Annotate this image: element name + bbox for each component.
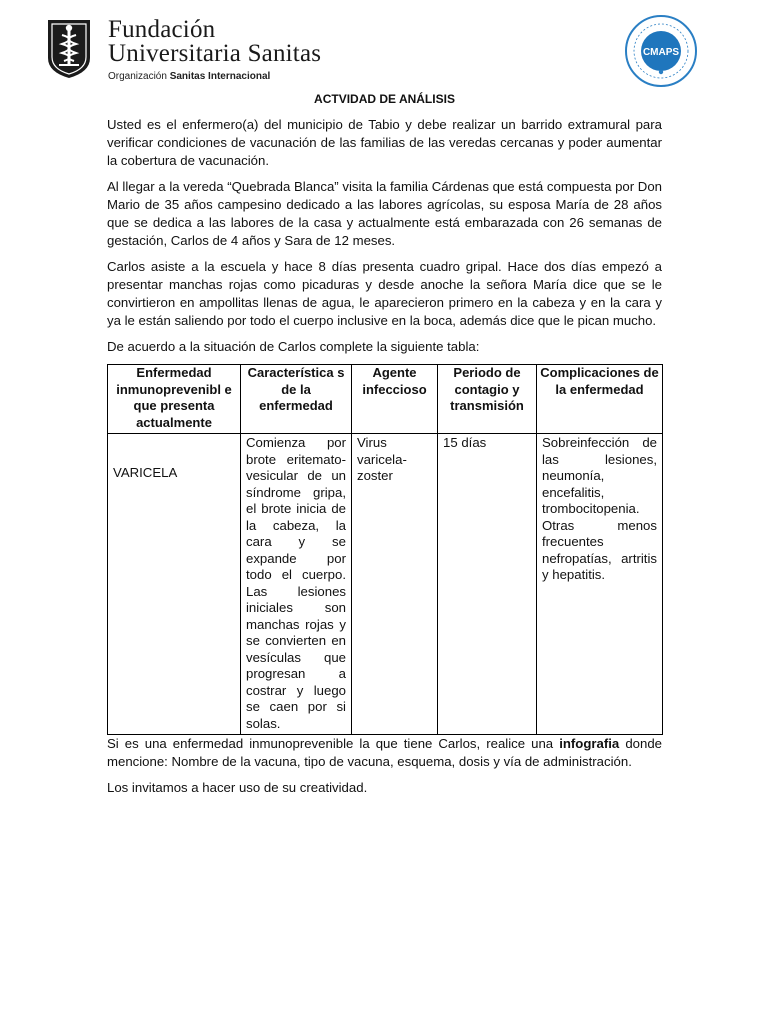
- document-body: [107, 92, 662, 805]
- task-text-end: donde mencione: Nombre de la vacuna, tipo de vacuna, esquema, dosis y vía de administración.: [107, 736, 662, 769]
- cmaps-seal-icon: [624, 14, 698, 88]
- org-name-line1: Fundación: [108, 16, 216, 43]
- org-subtitle: [108, 71, 321, 82]
- cell-period: 15 días: [438, 434, 537, 735]
- analysis-table: [107, 364, 663, 735]
- organization-name: [108, 18, 321, 82]
- paragraph-task: [107, 735, 662, 771]
- header-complications: Complicaciones de la enfermedad: [537, 365, 663, 434]
- caduceus-shield-icon: [44, 18, 94, 80]
- header-disease: Enfermedad inmunoprevenibl e que presenta actualmente: [108, 365, 241, 434]
- cell-characteristics: Comienza por brote eritemato-vesicular de un síndrome gripa, el brote inicia de la cabeza, la cara y se expande por todo el cuerpo. Las lesiones iniciales son manchas rojas y se convierten en vesículas que progresan a costrar y luego se caen por si solas.: [241, 434, 352, 735]
- table-row: [108, 434, 663, 735]
- cell-agent: Virus varicela-zoster: [352, 434, 438, 735]
- page-title: ACTVIDAD DE ANÁLISIS: [314, 92, 455, 106]
- cmaps-seal-label: CMAPS: [642, 47, 680, 58]
- org-subtitle-name: Sanitas Internacional: [169, 71, 271, 82]
- org-subtitle-prefix: Organización: [108, 71, 167, 82]
- org-name-line2: [108, 42, 321, 66]
- document-header: [44, 18, 724, 82]
- header-characteristics: Característica s de la enfermedad: [241, 365, 352, 434]
- cell-complications: Sobreinfección de las lesiones, neumonía, encefalitis, trombocitopenia. Otras menos frecuentes nefropatías, artritis y hepatitis.: [537, 434, 663, 735]
- header-period: Periodo de contagio y transmisión: [438, 365, 537, 434]
- task-text-bold: infografia: [559, 736, 620, 751]
- table-header-row: [108, 365, 663, 434]
- paragraph-closing: Los invitamos a hacer uso de su creatividad.: [107, 780, 368, 795]
- paragraph-family: Al llegar a la vereda “Quebrada Blanca” visita la familia Cárdenas que está compuesta por Don Mario de 35 años campesino dedicado a las labores agrícolas, su esposa María de 28 años que se dedica a las labores de la casa y actualmente está embarazada con 26 semanas de gestación, Carlos de 4 años y Sara de 12 meses.: [107, 179, 662, 248]
- university-logo: [44, 18, 94, 85]
- org-name-universitaria: Universitaria: [108, 40, 242, 67]
- paragraph-symptoms: Carlos asiste a la escuela y hace 8 días presenta cuadro gripal. Hace dos días empezó a presentar manchas rojas como picaduras y desde anoche la señora María dice que se le convirtieron en ampollitas llenas de agua, le aparecieron primero en la cabeza y en la cara y ya le están saliendo por todo el cuerpo inclusive en la boca, además dice que le pican mucho.: [107, 259, 662, 328]
- cmaps-seal: [624, 14, 698, 93]
- org-name-sanitas: Sanitas: [247, 40, 322, 67]
- task-text-start: Si es una enfermedad inmunoprevenible la que tiene Carlos, realice una: [107, 736, 560, 751]
- paragraph-intro: Usted es el enfermero(a) del municipio de Tabio y debe realizar un barrido extramural para verificar condiciones de vacunación de las familias de las veredas cercanas y poder aumentar la cobertura de vacunación.: [107, 117, 662, 168]
- header-agent: Agente infeccioso: [352, 365, 438, 434]
- cell-disease: VARICELA: [108, 434, 241, 735]
- paragraph-instruction: De acuerdo a la situación de Carlos complete la siguiente tabla:: [107, 339, 480, 354]
